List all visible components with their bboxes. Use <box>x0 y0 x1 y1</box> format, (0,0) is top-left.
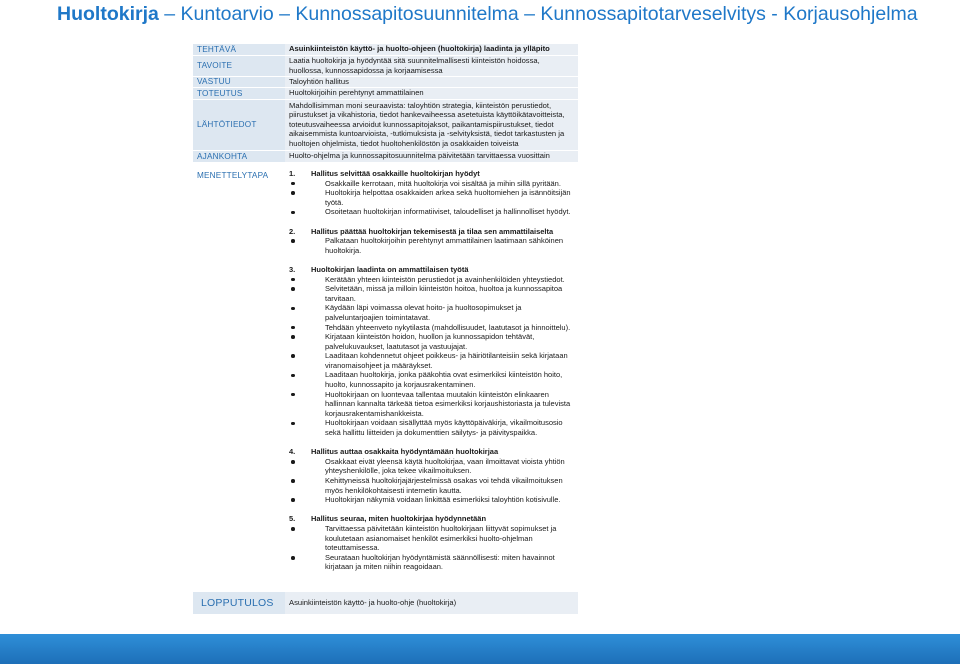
section-heading: Hallitus selvittää osakkaille huoltokirjan hyödyt <box>311 169 480 178</box>
bullet-list <box>289 457 574 505</box>
row-value: Huoltokirjoihin perehtynyt ammattilainen <box>285 88 578 99</box>
list-item: Kirjataan kiinteistön hoidon, huollon ja kunnossapidon tehtävät, palvelukuvaukset, laatutasot ja vastuujajat. <box>289 332 574 351</box>
result-row <box>193 592 578 614</box>
row-label: AJANKOHTA <box>193 151 285 162</box>
row-value: Taloyhtiön hallitus <box>285 77 578 88</box>
list-item: Seurataan huoltokirjan hyödyntämistä säännöllisesti: miten havainnot kirjataan ja miten niihin reagoidaan. <box>289 553 574 572</box>
list-item: Huoltokirja helpottaa osakkaiden arkea sekä huoltomiehen ja isännöitsijän työtä. <box>289 188 574 207</box>
section-heading: Hallitus auttaa osakkaita hyödyntämään huoltokirjaa <box>311 447 499 457</box>
section-number: 4. <box>289 447 296 457</box>
table-row <box>193 151 578 162</box>
list-item: Huoltokirjan näkymiä voidaan linkittää esimerkiksi taloyhtiön kotisivulle. <box>289 495 574 505</box>
row-label: TEHTÄVÄ <box>193 44 285 55</box>
page-title <box>0 0 960 30</box>
section-title <box>289 514 574 524</box>
list-item: Kehittyneissä huoltokirjajärjestelmissä osakas voi tehdä vikailmoituksen myös henkilökohtaisesti internetin kautta. <box>289 476 574 495</box>
table-row <box>193 77 578 88</box>
list-item: Laaditaan huoltokirja, jonka pääkohtia ovat esimerkiksi kiinteistön hoito, huolto, kunnossapito ja korjausrakentaminen. <box>289 370 574 389</box>
list-item: Selvitetään, missä ja milloin kiinteistön hoitoa, huoltoa ja kunnossapitoa tarvitaan. <box>289 284 574 303</box>
bullet-list <box>289 236 574 255</box>
section-number: 3. <box>289 264 296 274</box>
table-row <box>193 88 578 99</box>
row-label: TAVOITE <box>193 56 285 76</box>
section-heading: Hallitus seuraa, miten huoltokirjaa hyödynnetään <box>311 514 487 524</box>
section-number: 5. <box>289 514 296 524</box>
table-row <box>193 44 578 55</box>
list-item: Laaditaan kohdennetut ohjeet poikkeus- ja häiriötilanteisiin sekä kirjataan viranomaisohjeet ja määräykset. <box>289 351 574 370</box>
section-title <box>289 227 574 237</box>
row-value: Asuinkiinteistön käyttö- ja huolto-ohjeen (huoltokirja) laadinta ja ylläpito <box>285 44 578 55</box>
page-title-main: Huoltokirja <box>57 3 159 25</box>
section-number: 1. <box>289 169 296 178</box>
footer-bar <box>0 634 960 664</box>
section-title <box>289 169 574 179</box>
list-item: Tehdään yhteenveto nykytilasta (mahdollisuudet, laatutasot ja hinnoittelu). <box>289 323 574 333</box>
section-heading: Hallitus päättää huoltokirjan tekemisestä ja tilaa sen ammattilaiselta <box>311 226 554 236</box>
table-row <box>193 56 578 76</box>
section-title <box>289 265 574 275</box>
row-label: VASTUU <box>193 77 285 88</box>
section-number: 2. <box>289 226 296 236</box>
section-title <box>289 447 574 457</box>
list-item: Osakkaille kerrotaan, mitä huoltokirja voi sisältää ja mihin sillä pyritään. <box>289 179 574 189</box>
list-item: Osoitetaan huoltokirjan informatiiviset, taloudelliset ja hallinnolliset hyödyt. <box>289 207 574 217</box>
row-value: Laatia huoltokirja ja hyödyntää sitä suunnitelmallisesti kiinteistön hoidossa, huollossa, kunnossapidossa ja korjaamisessa <box>285 56 578 76</box>
list-item: Huoltokirjaan voidaan sisällyttää myös käyttöpäiväkirja, vikailmoitusosio sekä hallittu liitteiden ja dokumenttien säilytys- ja päivityspaikka. <box>289 418 574 437</box>
info-table <box>193 44 578 162</box>
row-label: LÄHTÖTIEDOT <box>193 100 285 150</box>
page-title-rest: – Kuntoarvio – Kunnossapitosuunnitelma – Kunnossapitotarveselvitys - Korjausohjelma <box>158 3 918 25</box>
list-item: Tarvittaessa päivitetään kiinteistön huoltokirjaan liittyvät sopimukset ja koulutetaan asianomaiset henkilöt esimerkiksi huolto-ohjelman toteuttamisessa. <box>289 524 574 553</box>
row-label: TOTEUTUS <box>193 88 285 99</box>
row-value: Huolto-ohjelma ja kunnossapitosuunnitelma päivitetään tarvittaessa vuosittain <box>285 151 578 162</box>
list-item: Kerätään yhteen kiinteistön perustiedot ja avainhenkilöiden yhteystiedot. <box>289 275 574 285</box>
procedure-body <box>289 169 574 572</box>
section-heading: Huoltokirjan laadinta on ammattilaisen työtä <box>311 264 469 274</box>
list-item: Palkataan huoltokirjoihin perehtynyt ammattilainen laatimaan sähköinen huoltokirja. <box>289 236 574 255</box>
bullet-list <box>289 179 574 217</box>
list-item: Käydään läpi voimassa olevat hoito- ja huoltosopimukset ja palveluntarjoajien toimintatavat. <box>289 303 574 322</box>
result-label: LOPPUTULOS <box>193 592 285 614</box>
row-value: Mahdollisimman moni seuraavista: taloyhtiön strategia, kiinteistön perustiedot, piirustukset ja vikahistoria, tiedot hankevaiheessa asetetuista käyttöikätavoitteista, toteutusvaiheessa arvioidut kunnossapitojaksot, paikantamispiirustukset, tiedot aikaisemmista kuntoarvioista, -tutkimuksista ja -selvityksistä, tiedot tarkastusten ja huoltojen ohjelmista, tiedot huoltohenkilöstön ja osakkaiden toiveista <box>285 100 578 150</box>
list-item: Osakkaat eivät yleensä käytä huoltokirjaa, vaan ilmoittavat vioista yhtiön yhteyshenkilölle, joka tekee vikailmoituksen. <box>289 457 574 476</box>
bullet-list <box>289 275 574 438</box>
result-value: Asuinkiinteistön käyttö- ja huolto-ohje (huoltokirja) <box>285 592 578 614</box>
bullet-list <box>289 524 574 572</box>
procedure-label: MENETTELYTAPA <box>197 170 269 180</box>
list-item: Huoltokirjaan on luontevaa tallentaa muutakin kiinteistön elinkaaren hallinnan kannalta tärkeää tietoa esimerkiksi korjaushistoriasta ja tulevista korjausrakentamishankkeista. <box>289 390 574 419</box>
table-row <box>193 100 578 150</box>
